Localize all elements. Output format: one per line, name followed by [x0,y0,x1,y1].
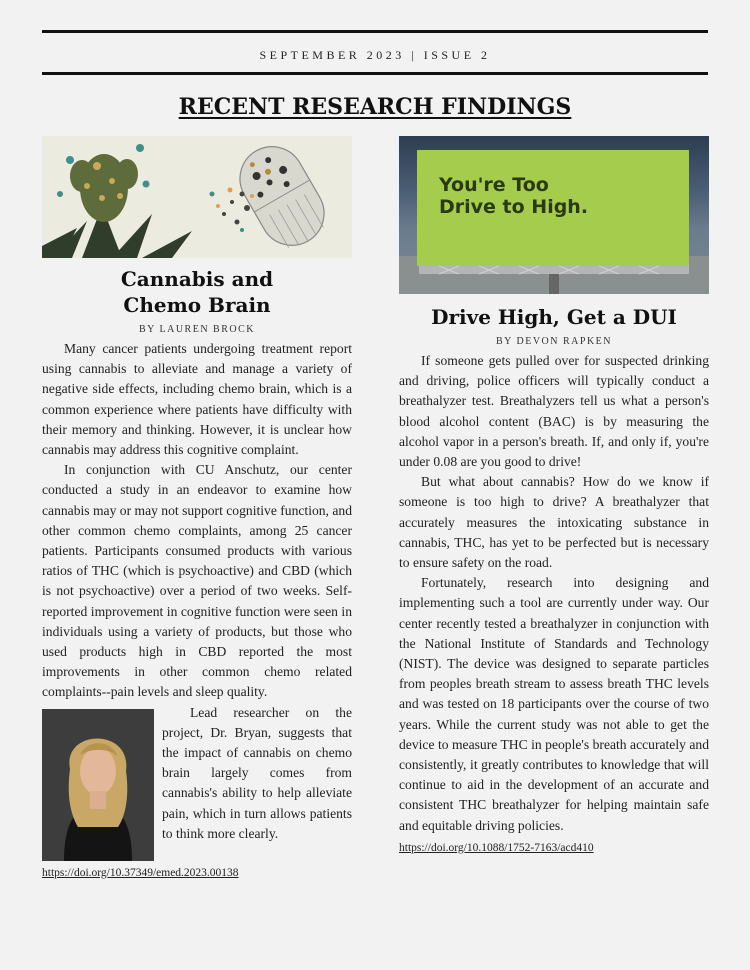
article-title-left-line2: Chemo Brain [123,293,271,317]
issue-line: SEPTEMBER 2023 | ISSUE 2 [259,48,491,62]
page-title: RECENT RESEARCH FINDINGS [178,94,572,120]
article-cannabis-chemo [42,136,352,879]
article-title-right: Drive High, Get a DUI [431,305,677,329]
byline-left: BY LAUREN BROCK [138,324,256,335]
left-paragraph-2: In conjunction with CU Anschutz, our center conducted a study in an endeavor to examine how cannabis may or may not support cognitive function, and other common chemo complaints, among 25 cancer patients. Participants consumed products with various ratios of THC (which is psychoactive) and CBD (which is not psychoactive) over a period of two weeks. Self-reported improvement in cognitive function were seen in individuals using a variety of products, but those who used products high in CBD reported the most improvements in other common chemo related complaints--pain levels and sleep quality. [42,462,352,700]
right-paragraph-3: Fortunately, research into designing and implementing such a tool are currently under way. Our center recently tested a breathalyzer in conjunction with the National Institute of Standards and Technology (NIST). The device was designed to separate particles from peoples breath stream to assess breath THC levels and was tested on 18 participants over the course of two years. While the current study was not able to get the device to measure THC in people's breath accurately and consistently, it greatly contributes to knowledge that will continue to aid in the development of an accurate and consistent THC breathalyzer for helping maintain safe and equitable driving policies. [399,575,709,833]
portrait-icon [42,709,154,861]
researcher-photo [42,709,154,861]
right-paragraph-2: But what about cannabis? How do we know if someone is too high to drive? A breathalyzer that accurately measures the intoxicating substance in cannabis, THC, has yet to be perfected but is necessary to ensure safety on the road. [399,474,709,571]
cannabis-pills-illustration [42,136,352,258]
article-title-left-line1: Cannabis and [120,267,274,291]
left-paragraph-3: Lead researcher on the project, Dr. Bryan, suggests that the impact of cannabis on chemo brain largely comes from cannabis's ability to help alleviate pain, which in turn allows patients to think more clearly. [162,704,352,841]
byline-right: BY DEVON RAPKEN [495,336,613,347]
billboard-image [399,136,709,294]
left-paragraph-1: Many cancer patients undergoing treatment report using cannabis to alleviate and manage a variety of negative side effects, including chemo brain, which is a common experience where patients have difficulty with their memory and thinking. However, it is unclear how cannabis may address this cognitive complaint. [42,341,352,458]
billboard-text [439,174,588,218]
header-rule-bottom [42,72,708,75]
researcher-block [42,703,352,861]
article-drive-high [399,136,709,854]
article-title-left [42,266,352,318]
header-rule-top [42,30,708,33]
doi-link-right[interactable]: https://doi.org/10.1088/1752-7163/acd410 [399,841,594,854]
right-paragraph-1: If someone gets pulled over for suspected drinking and driving, police officers will typically conduct a breathalyzer test. Breathalyzers tell us what a person's blood alcohol content (BAC) is by measuring the alcohol vapor in a person's breath. If, and only if, you're under 0.08 are you good to drive! [399,353,709,470]
cannabis-pills-illustration-icon [42,136,352,258]
doi-link-left[interactable]: https://doi.org/10.37349/emed.2023.00138 [42,866,239,879]
billboard-line1: You're Too [439,174,549,196]
billboard-line2: Drive to High. [439,196,589,218]
